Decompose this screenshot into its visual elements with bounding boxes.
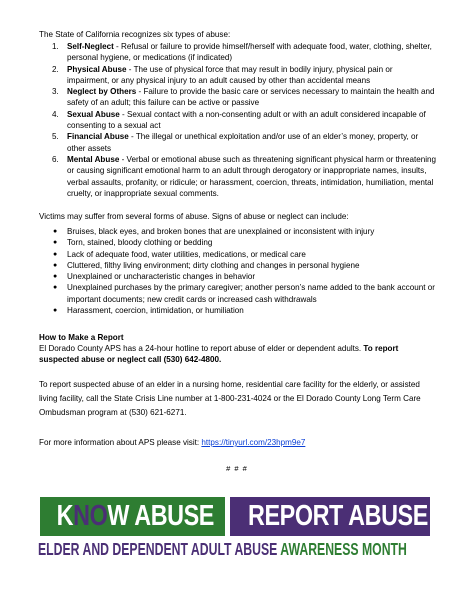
item-number: 3.	[52, 87, 59, 97]
item-number: 6.	[52, 154, 59, 164]
sign-text: Unexplained or uncharacteristic changes in behavior	[67, 272, 256, 282]
item-number: 4.	[52, 109, 59, 119]
sign-item	[39, 305, 437, 316]
bullet-icon: ●	[53, 273, 58, 281]
sign-item	[39, 282, 437, 305]
bullet-icon: ●	[53, 239, 58, 247]
sign-item	[39, 237, 437, 248]
report-body-text: El Dorado County APS has a 24-hour hotline to report abuse of elder or dependent adults.	[39, 344, 364, 353]
signs-intro-text: Victims may suffer from several forms of abuse. Signs of abuse or neglect can include:	[39, 212, 349, 221]
abuse-type-term: Physical Abuse	[67, 64, 127, 74]
abuse-type-description: - Refusal or failure to provide himself/herself with adequate food, water, clothing, shelter, personal hygiene, or medications (if indicated)	[67, 42, 432, 63]
report-abuse-banner	[230, 497, 430, 536]
abuse-type-item	[39, 86, 437, 109]
abuse-type-term: Mental Abuse	[67, 154, 120, 164]
sign-text: Bruises, black eyes, and broken bones that are unexplained or inconsistent with injury	[67, 227, 375, 236]
know-no: NO	[73, 500, 108, 532]
report-body	[39, 343, 439, 366]
bullet-icon: ●	[53, 228, 58, 235]
know-rest: W ABUSE	[107, 500, 214, 532]
sign-text: Cluttered, filthy living environment; dirty clothing and changes in personal hygiene	[67, 260, 360, 270]
abuse-type-description: - The use of physical force that may result in bodily injury, physical pain or impairment, or any physical injury to an adult caused by other than accidental means	[67, 64, 393, 85]
intro-text: The State of California recognizes six types of abuse:	[39, 30, 231, 39]
bullet-icon: ●	[53, 250, 58, 258]
bullet-icon: ●	[53, 284, 58, 292]
abuse-type-term: Financial Abuse	[67, 132, 129, 142]
abuse-type-term: Self-Neglect	[67, 42, 114, 51]
item-number: 1.	[52, 42, 59, 51]
section-separator: # # #	[226, 464, 248, 473]
sign-text: Torn, stained, bloody clothing or bedding	[67, 238, 213, 248]
report-hotline: To report suspected abuse or neglect call (530) 642-4800.	[39, 344, 399, 365]
sign-text: Lack of adequate food, water utilities, medications, or medical care	[67, 249, 306, 259]
sign-item	[39, 226, 437, 237]
abuse-type-term: Sexual Abuse	[67, 109, 120, 119]
report-abuse-text: REPORT ABUSE	[248, 500, 428, 532]
awareness-month-subtitle	[38, 539, 407, 559]
item-number: 2.	[52, 64, 59, 74]
know-abuse-banner	[40, 497, 225, 536]
know-k: K	[56, 500, 74, 532]
sign-text: Harassment, coercion, intimidation, or humiliation	[67, 306, 244, 316]
bullet-icon: ●	[53, 307, 58, 315]
abuse-type-item	[39, 154, 437, 199]
more-info-text: For more information about APS please visit:	[39, 438, 202, 447]
abuse-type-term: Neglect by Others	[67, 87, 137, 97]
bullet-icon: ●	[53, 261, 58, 269]
sign-item	[39, 271, 437, 282]
awareness-part-b: AWARENESS MONTH	[280, 539, 407, 559]
sign-text: Unexplained purchases by the primary caregiver; another person’s name added to the bank account or important documents; new credit cards or increased cash withdrawals	[67, 283, 435, 304]
abuse-type-item	[39, 109, 437, 132]
sign-item	[39, 260, 437, 271]
abuse-type-description: - Failure to provide the basic care or services necessary to maintain the health and safety of an adult; this failure can be active or passive	[67, 87, 435, 108]
sign-item	[39, 249, 437, 260]
abuse-type-item	[39, 41, 437, 64]
nursing-home-report-text: To report suspected abuse of an elder in a nursing home, residential care facility for the elderly, or assisted living facility, call the State Crisis Line number at 1-800-231-4024 or the El Dorado County Long Term Care Ombudsman program at (530) 621-6271.	[39, 380, 421, 418]
more-info	[39, 437, 439, 448]
abuse-type-description: - Sexual contact with a non-consenting adult or with an adult considered incapable of consenting to a sexual act	[67, 109, 426, 131]
abuse-type-item	[39, 131, 437, 154]
signs-list	[39, 226, 437, 316]
abuse-types-list	[39, 41, 437, 199]
awareness-part-a: ELDER AND DEPENDENT ADULT ABUSE	[38, 539, 281, 559]
item-number: 5.	[52, 132, 59, 142]
know-abuse-text	[56, 497, 214, 536]
abuse-type-description: - Verbal or emotional abuse such as threatening significant physical harm or threatening or causing significant emotional harm to an adult through derogatory or inappropriate names, insults, verbal assaults, profanity, or ridicule; or harassment, coercion, threats, intimidation, humiliation, mental cruelty, or inappropriate sexual comments.	[67, 154, 437, 198]
abuse-type-description: - The illegal or unethical exploitation and/or use of an elder’s money, property, or other assets	[67, 132, 419, 153]
aps-info-link[interactable]: https://tinyurl.com/23hpm9e7	[201, 438, 306, 447]
report-heading: How to Make a Report	[39, 333, 124, 342]
abuse-type-item	[39, 64, 437, 87]
